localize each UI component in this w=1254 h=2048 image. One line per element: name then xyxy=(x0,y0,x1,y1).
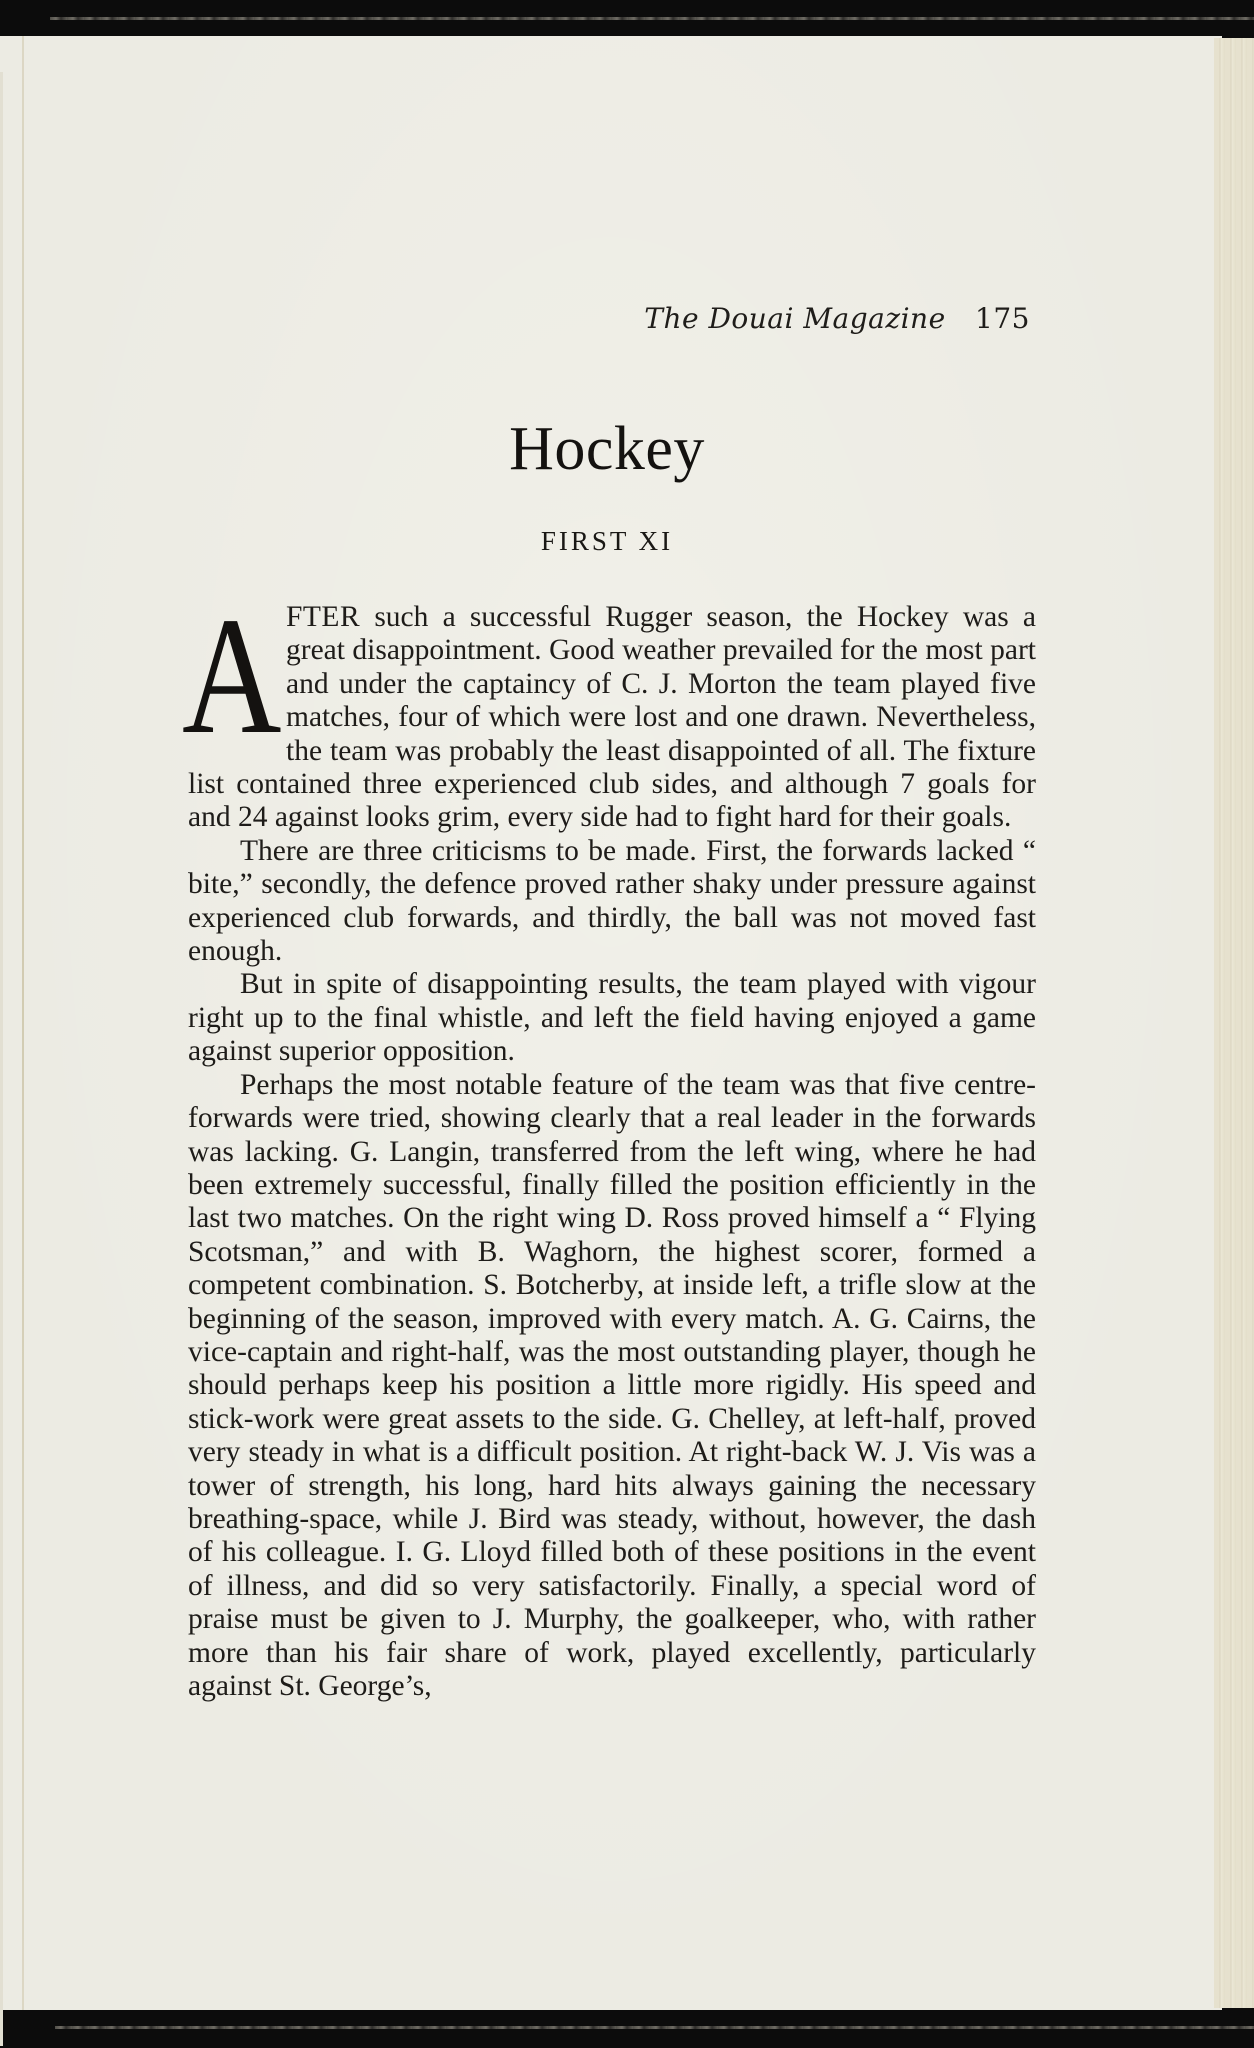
paragraph-3: But in spite of disappointing results, the team played with vigour right up to the final whistle, and left the field having enjoyed a game against superior opposition. xyxy=(188,968,1036,1068)
drop-cap: A xyxy=(182,583,282,769)
paragraph-1 xyxy=(182,583,1036,835)
paragraph-lead-word: FTER xyxy=(286,601,361,633)
paragraph-text: such a successful Rugger season, the Hockey was a great disappointment. Good weather prevailed for the most part and under the captaincy of C. J. Morton the team played five matches, four of which were lost and one drawn. Nevertheless, the team was probably the least disappointed of all. The fixture list contained three experienced club sides, and although 7 goals for and 24 against looks grim, every side had to fight hard for their goals. xyxy=(188,601,1036,834)
spine-edge xyxy=(0,72,3,2046)
article-title xyxy=(0,414,1222,485)
bottom-binding-edge xyxy=(55,2026,1254,2029)
paragraph-4: Perhaps the most notable feature of the team was that five centre-forwards were tried, showing clearly that a real leader in the forwards was lacking. G. Langin, transferred from the left wing, where he had been extremely successful, finally filled the position efficiently in the last two matches. On the right wing D. Ross proved himself a “ Flying Scotsman,” and with B. Waghorn, the highest scorer, formed a competent combination. S. Botcherby, at inside left, a trifle slow at the beginning of the season, improved with every match. A. G. Cairns, the vice-captain and right-half, was the most outstanding player, though he should perhaps keep his position a little more rigidly. His speed and stick-work were great assets to the side. G. Chelley, at left-half, proved very steady in what is a difficult position. At right-back W. J. Vis was a tower of strength, his long, hard hits always gaining the necessary breathing-space, while J. Bird was steady, without, however, the dash of his colleague. I. G. Lloyd filled both of these positions in the event of illness, and did so very satisfactorily. Finally, a special word of praise must be given to J. Murphy, the goalkeeper, who, with rather more than his fair share of work, played excellently, particularly against St. George’s, xyxy=(188,1068,1036,1702)
publication-title: The Douai Magazine xyxy=(644,302,946,335)
page-number: 175 xyxy=(975,302,1030,335)
article-title-text: Hockey xyxy=(509,415,705,483)
top-binding-edge xyxy=(50,17,1254,20)
running-head xyxy=(0,302,1030,335)
book-page xyxy=(0,36,1222,2010)
section-subtitle: FIRST XI xyxy=(540,526,674,556)
page-stack-edges xyxy=(1214,38,1254,2008)
article-body xyxy=(182,583,1036,1703)
paragraph-2: There are three criticisms to be made. First, the forwards lacked “ bite,” secondly, the defence proved rather shaky under pressure against experienced club forwards, and thirdly, the ball was not moved fast enough. xyxy=(188,834,1036,968)
